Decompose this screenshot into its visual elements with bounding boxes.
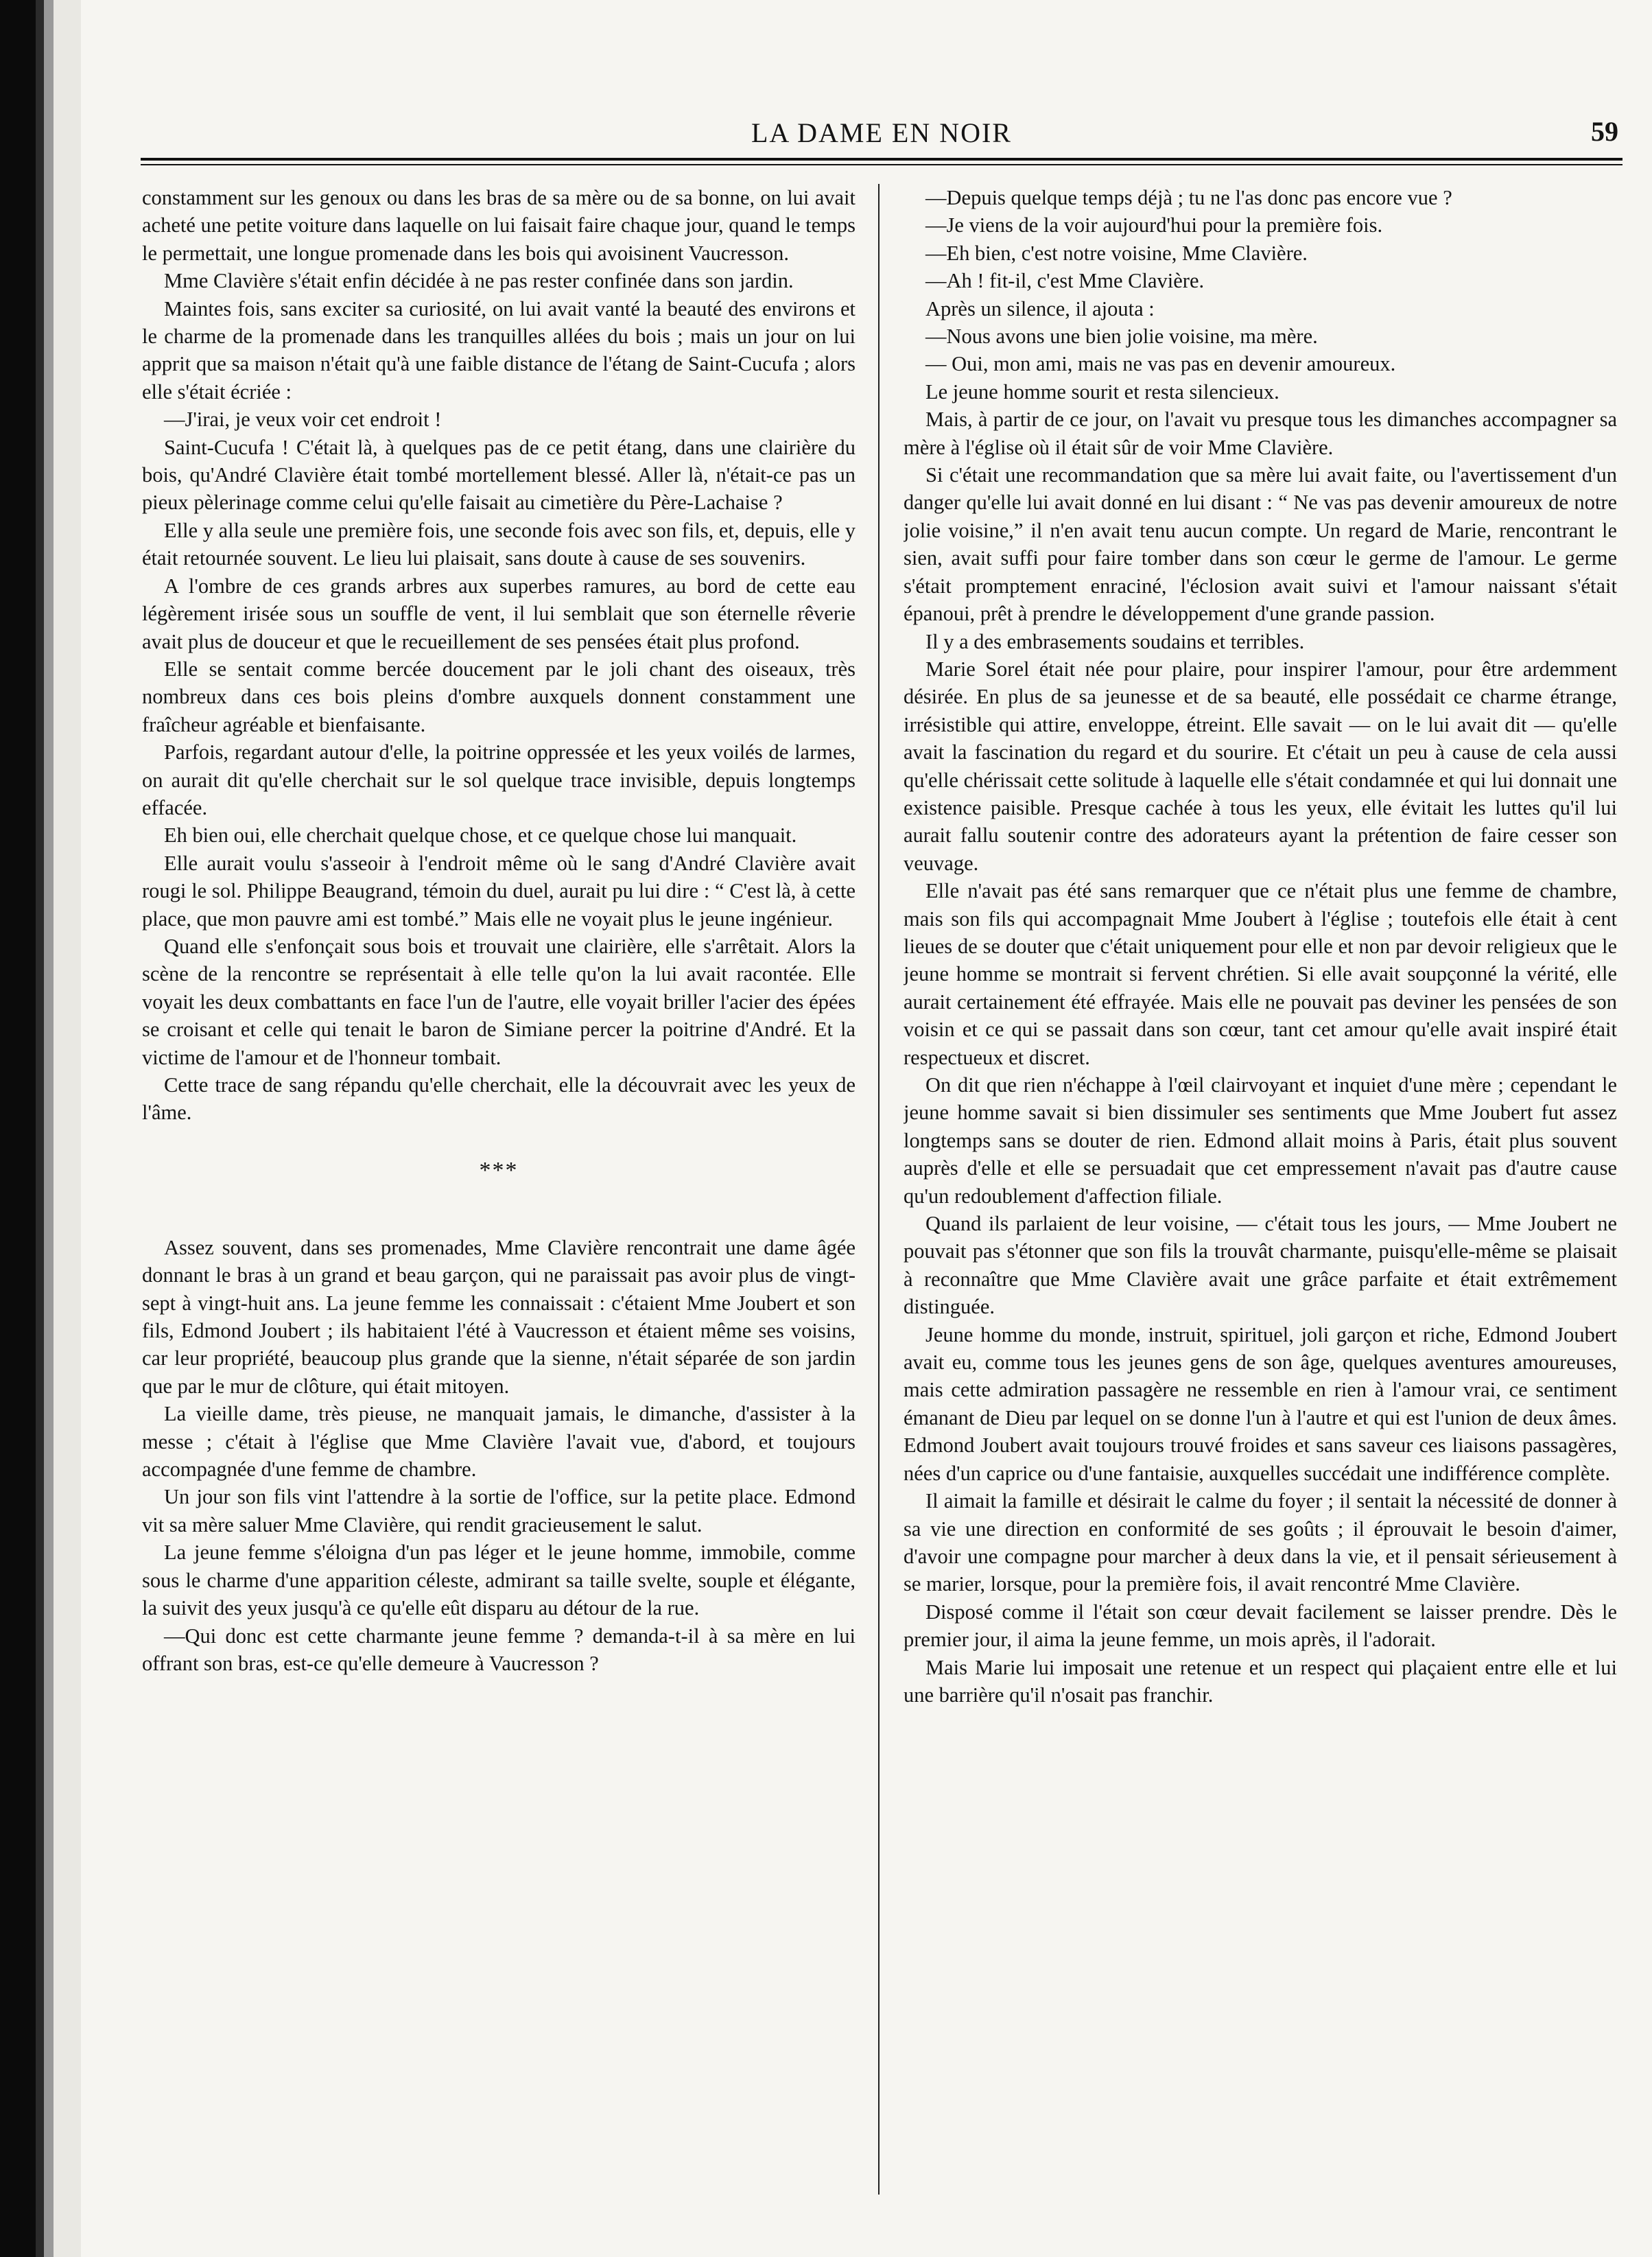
paragraph: La jeune femme s'éloigna d'un pas léger et le jeune homme, immobile, comme sous le charme d'une apparition céleste, admirant sa taille svelte, souple et élégante, la suivit des yeux jusqu'à ce qu'elle eût disparu au détour de la rue. — [142, 1541, 856, 1620]
paragraph: —Nous avons une bien jolie voisine, ma mère. — [925, 325, 1318, 349]
header-rule — [141, 158, 1622, 165]
paragraph: Maintes fois, sans exciter sa curiosité, on lui avait vanté la beauté des environs et le charme de la promenade dans les tranquilles allées du bois ; mais un jour on lui apprit que sa maison n'était qu'à une faible distance de l'étang de Saint-Cucufa ; alors elle s'était écriée : — [142, 296, 856, 404]
section-separator: *** — [479, 1157, 519, 1183]
page-number: 59 — [1591, 116, 1618, 147]
paragraph: Quand ils parlaient de leur voisine, — c'était tous les jours, — Mme Joubert ne pouvait pas s'étonner que son fils la trouvât charmante, puisqu'elle-même se plaisait à reconnaître que Mme Clavière avait une grâce parfaite et était extrêmement distinguée. — [904, 1212, 1617, 1319]
paragraph: Mais Marie lui imposait une retenue et un respect qui plaçaient entre elle et lui une barrière qu'il n'osait pas franchir. — [904, 1655, 1617, 1707]
paragraph: A l'ombre de ces grands arbres aux superbes ramures, au bord de cette eau légèrement irisée sous un souffle de vent, il lui semblait que son éternelle rêverie avait plus de douceur et que le recueillement de ses pensées était plus profond. — [142, 574, 856, 653]
paragraph: Elle n'avait pas été sans remarquer que ce n'était plus une femme de chambre, mais son fils qui accompagnait Mme Joubert à l'église ; toutefois elle était à cent lieues de se douter que c'était uniquement pour elle et non par devoir religieux que le jeune homme se montrait si fervent chrétien. Si elle avait soupçonné la vérité, elle aurait certainement été effrayée. Mais elle ne pouvait pas deviner les pensées de son voisin et ce qui se passait dans son cœur, tant cet amour qu'elle avait inspiré était respectueux et discret. — [904, 879, 1617, 1069]
page-header — [141, 115, 1622, 158]
paragraph: Mais, à partir de ce jour, on l'avait vu presque tous les dimanches accompagner sa mère à l'église où il était sûr de voir Mme Clavière. — [904, 408, 1617, 459]
paragraph: On dit que rien n'échappe à l'œil clairvoyant et inquiet d'une mère ; cependant le jeune homme savait si bien dissimuler ses sentiments que Mme Joubert fut assez longtemps sans se douter de rien. Edmond allait moins à Paris, était plus souvent auprès d'elle et elle se persuadait que cet empressement n'avait pas d'autre cause qu'un redoublement d'affection filiale. — [904, 1073, 1617, 1208]
left-column — [142, 184, 856, 2195]
page — [141, 115, 1622, 2208]
column-divider — [878, 184, 880, 2195]
paragraph: Le jeune homme sourit et resta silencieux. — [925, 379, 1279, 404]
paragraph: Quand elle s'enfonçait sous bois et trouvait une clairière, elle s'arrêtait. Alors la scène de la rencontre se représentait à elle telle qu'on la lui avait racontée. Elle voyait les deux combattants en face l'un de l'autre, elle voyait briller l'acier des épées se croisant et celle qui tenait le baron de Simiane percer la poitrine d'André. Et la victime de l'amour et de l'honneur tombait. — [142, 934, 856, 1069]
paragraph: Il y a des embrasements soudains et terribles. — [925, 629, 1305, 653]
running-title: LA DAME EN NOIR — [751, 117, 1012, 148]
paragraph: —Qui donc est cette charmante jeune femme ? demanda-t-il à sa mère en lui offrant son bras, est-ce qu'elle demeure à Vaucresson ? — [142, 1624, 856, 1675]
paragraph: Après un silence, il ajouta : — [925, 296, 1155, 320]
paragraph: —Je viens de la voir aujourd'hui pour la première fois. — [925, 213, 1383, 237]
paragraph: Eh bien oui, elle cherchait quelque chose, et ce quelque chose lui manquait. — [164, 823, 797, 847]
paragraph: —Ah ! fit-il, c'est Mme Clavière. — [925, 269, 1205, 293]
paragraph: —J'irai, je veux voir cet endroit ! — [164, 408, 442, 432]
binding-edge — [0, 0, 81, 2257]
paragraph: Saint-Cucufa ! C'était là, à quelques pas de ce petit étang, dans une clairière du bois, qu'André Clavière était tombé mortellement blessé. Aller là, n'était-ce pas un pieux pèlerinage comme celui qu'elle faisait au cimetière du Père-Lachaise ? — [142, 435, 856, 515]
paragraph: Marie Sorel était née pour plaire, pour inspirer l'amour, pour être ardemment désirée. En plus de sa jeunesse et de sa beauté, elle possédait ce charme étrange, irrésistible qui attire, enveloppe, étreint. Elle savait — on le lui avait dit — qu'elle avait la fascination du regard et du sourire. Et c'était un peu à cause de cela aussi qu'elle chérissait cette solitude à laquelle elle s'était condamnée et qui lui donnait une existence paisible. Presque cachée à tous les yeux, elle évitait les luttes qu'il lui aurait fallu soutenir contre des adorateurs ayant la prétention de faire cesser son veuvage. — [904, 657, 1617, 875]
paragraph: La vieille dame, très pieuse, ne manquait jamais, le dimanche, d'assister à la messe ; c'était à l'église que Mme Clavière l'avait vue, d'abord, et toujours accompagnée d'une femme de chambre. — [142, 1402, 856, 1482]
paragraph: Disposé comme il l'était son cœur devait facilement se laisser prendre. Dès le premier jour, il aima la jeune femme, un mois après, il l'adorait. — [904, 1600, 1617, 1652]
paragraph: Mme Clavière s'était enfin décidée à ne pas rester confinée dans son jardin. — [164, 269, 794, 293]
paragraph: Elle y alla seule une première fois, une seconde fois avec son fils, et, depuis, elle y était retournée souvent. Le lieu lui plaisait, sans doute à cause de ses souvenirs. — [142, 518, 856, 570]
paragraph: Si c'était une recommandation que sa mère lui avait faite, ou l'avertissement d'un danger qu'elle lui avait donné en lui disant : “ Ne vas pas devenir amoureux de notre jolie voisine,” il n'en avait tenu aucun compte. Un regard de Marie, rencontrant le sien, avait suffi pour faire tomber dans son cœur le germe de l'amour. Le germe s'était promptement enraciné, l'éclosion avait suivi et l'amour naissant s'était épanoui, prêt à prendre le développement d'une grande passion. — [904, 463, 1617, 626]
paragraph: —Eh bien, c'est notre voisine, Mme Clavière. — [925, 241, 1308, 265]
paragraph: Jeune homme du monde, instruit, spirituel, joli garçon et riche, Edmond Joubert avait eu, comme tous les jeunes gens de son âge, quelques aventures amoureuses, mais cette admiration passagère ne ressemble en rien à l'amour vrai, ce sentiment émanant de Dieu par lequel on se donne l'un à l'autre et qui est l'union de deux âmes. Edmond Joubert avait toujours trouvé froides et sans saveur ces liaisons passagères, nées d'un caprice ou d'une fantaisie, auxquelles succédait une indifférence complète. — [904, 1322, 1617, 1485]
paragraph: Elle se sentait comme bercée doucement par le joli chant des oiseaux, très nombreux dans ces bois pleins d'ombre auxquels donnent constamment une fraîcheur agréable et bienfaisante. — [142, 657, 856, 736]
paragraph: Un jour son fils vint l'attendre à la sortie de l'office, sur la petite place. Edmond vit sa mère saluer Mme Clavière, qui rendit gracieusement le salut. — [142, 1485, 856, 1536]
paragraph: constamment sur les genoux ou dans les bras de sa mère ou de sa bonne, on lui avait acheté une petite voiture dans laquelle on lui faisait faire chaque jour, quand le temps le permettait, une longue promenade dans les bois qui avoisinent Vaucresson. — [142, 186, 856, 265]
paragraph: Cette trace de sang répandu qu'elle cherchait, elle la découvrait avec les yeux de l'âme. — [142, 1073, 856, 1125]
paragraph: —Depuis quelque temps déjà ; tu ne l'as donc pas encore vue ? — [925, 186, 1452, 209]
paragraph: Elle aurait voulu s'asseoir à l'endroit même où le sang d'André Clavière avait rougi le sol. Philippe Beaugrand, témoin du duel, aurait pu lui dire : “ C'est là, à cette place, que mon pauvre ami est tombé.” Mais elle ne voyait plus le jeune ingénieur. — [142, 851, 856, 931]
paragraph: — Oui, mon ami, mais ne vas pas en devenir amoureux. — [925, 352, 1396, 376]
paragraph: Parfois, regardant autour d'elle, la poitrine oppressée et les yeux voilés de larmes, on aurait dit qu'elle cherchait sur le sol quelque trace invisible, depuis longtemps effacée. — [142, 740, 856, 819]
paragraph: Assez souvent, dans ses promenades, Mme Clavière rencontrait une dame âgée donnant le bras à un grand et beau garçon, qui ne paraissait pas avoir plus de vingt-sept à vingt-huit ans. La jeune femme les connaissait : c'étaient Mme Joubert et son fils, Edmond Joubert ; ils habitaient l'été à Vaucresson et étaient même ses voisins, car leur propriété, beaucoup plus grande que la sienne, n'était séparée de son jardin que par le mur de clôture, qui était mitoyen. — [142, 1235, 856, 1398]
paragraph: Il aimait la famille et désirait le calme du foyer ; il sentait la nécessité de donner à sa vie une direction en conformité de ses goûts ; il éprouvait le besoin d'aimer, d'avoir une compagne pour marcher à deux dans la vie, et il pensait sérieusement à se marier, lorsque, pour la première fois, il avait rencontré Mme Clavière. — [904, 1489, 1617, 1596]
right-column — [904, 184, 1617, 2195]
